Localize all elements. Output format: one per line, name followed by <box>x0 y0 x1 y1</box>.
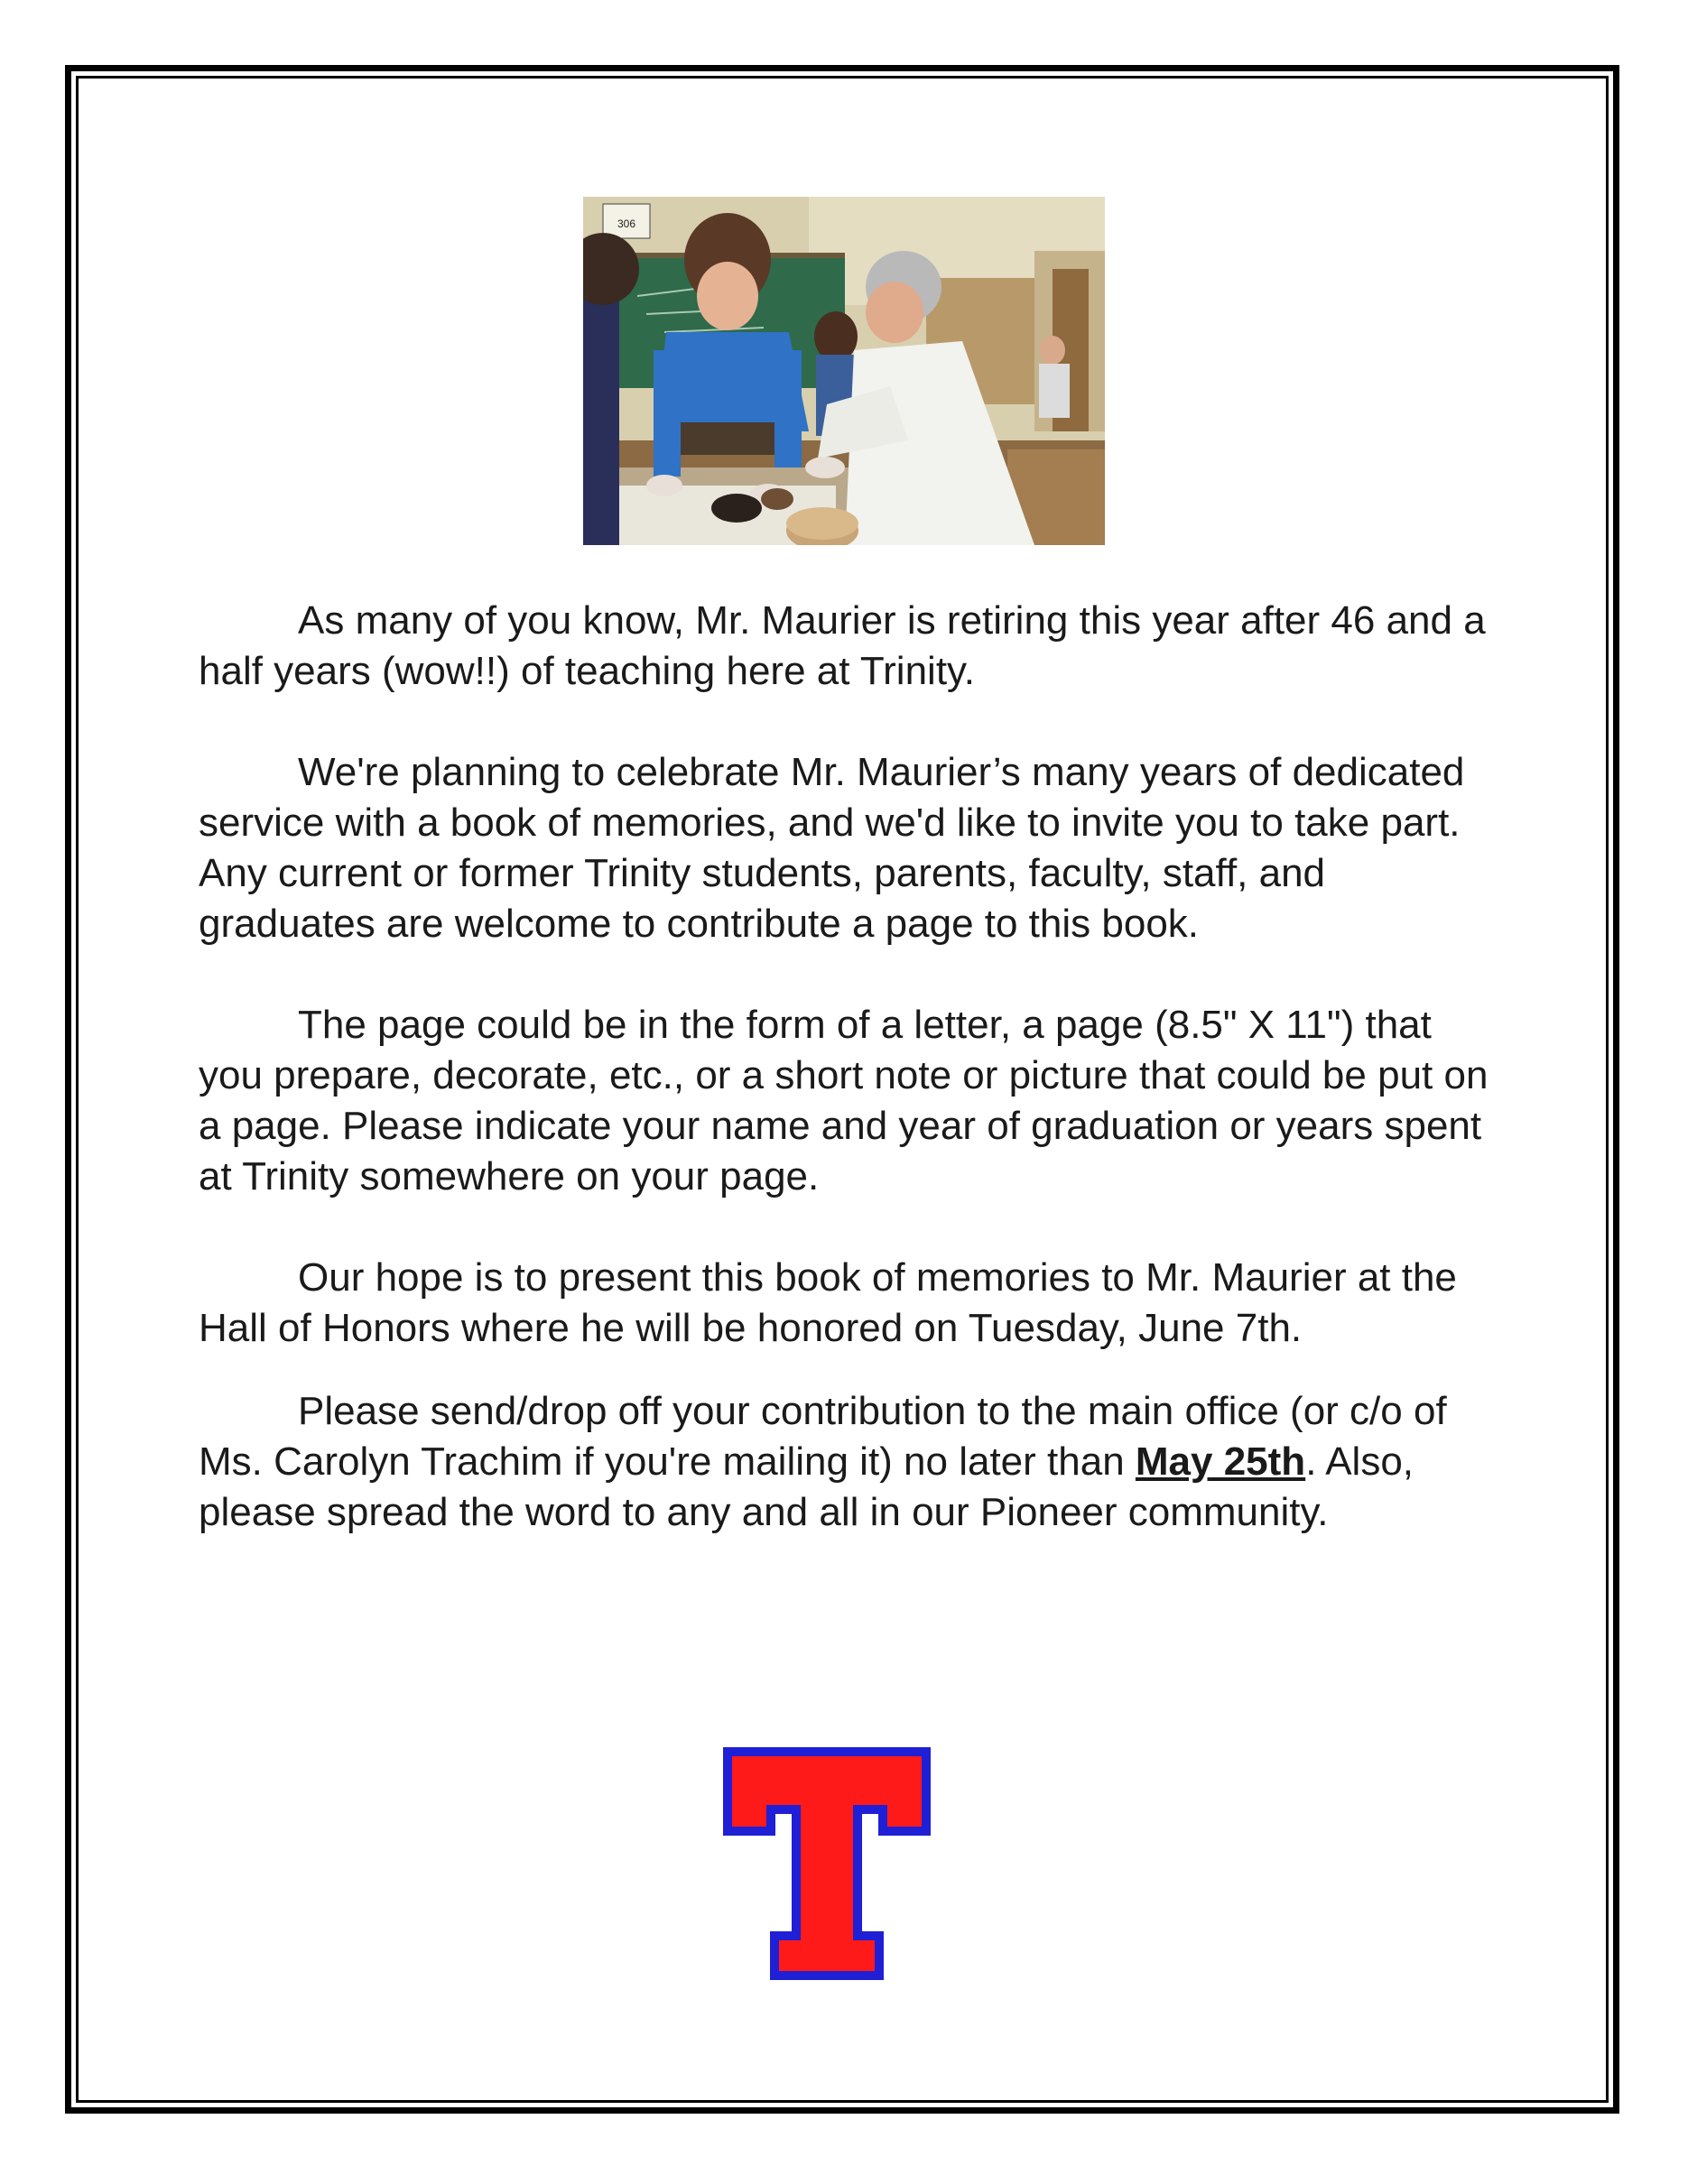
paragraph-book-of-memories <box>199 747 1498 949</box>
t-letter-shape <box>728 1752 926 1976</box>
deadline-date: May 25th <box>1135 1439 1306 1484</box>
paragraph-1-text: As many of you know, Mr. Maurier is retiring this year after 46 and a half years (wow!!) of teaching here at Trinity. <box>199 598 1486 693</box>
classroom-photo <box>583 197 1105 545</box>
room-sign-number: 306 <box>617 217 636 230</box>
paragraph-3-text: The page could be in the form of a letter, a page (8.5" X 11") that you prepare, decorate, etc., or a short note or picture that could be put on a page. Please indicate your name and year of graduation or years spent at Trinity somewhere on your page. <box>199 1003 1489 1198</box>
paragraph-hall-of-honors <box>199 1253 1498 1354</box>
paragraph-4-text: Our hope is to present this book of memories to Mr. Maurier at the Hall of Honors where he will be honored on Tuesday, June 7th. <box>199 1255 1457 1350</box>
trinity-t-logo <box>722 1746 932 1981</box>
letter-body <box>199 596 1498 1538</box>
paragraph-retirement-announcement <box>199 596 1498 697</box>
paragraph-page-format <box>199 1000 1498 1202</box>
paragraph-5-text-start: Please send/drop off your contribution to the main office (or c/o of Ms. Carolyn Trachim if you're mailing it) no later than <box>199 1389 1447 1484</box>
paragraph-2-text: We're planning to celebrate Mr. Maurier’s many years of dedicated service with a book of memories, and we'd like to invite you to take part. Any current or former Trinity students, parents, faculty, staff, and graduates are welcome to contribute a page to this book. <box>199 750 1465 946</box>
paragraph-submission-deadline <box>199 1386 1498 1538</box>
paragraph-5-text-end: . Also, please spread the word to any and all in our Pioneer community. <box>199 1439 1414 1534</box>
